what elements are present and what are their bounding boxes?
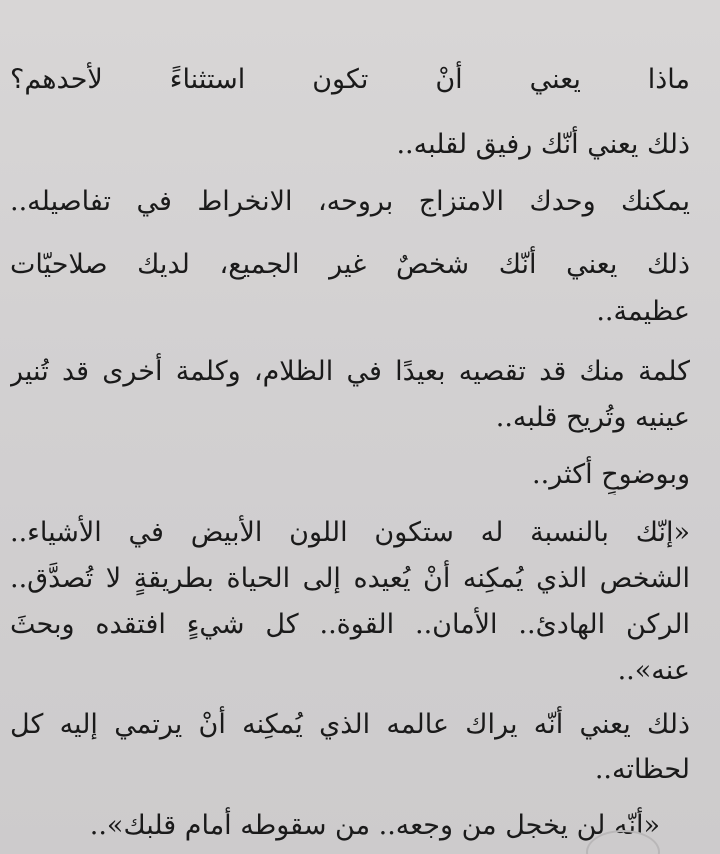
text-line: «إنّك بالنسبة له ستكون اللون الأبيض في الأشياء.. [10,517,690,548]
text-line: «أنّه لن يخجل من وجعه.. من سقوطه أمام قلبك».. [89,810,660,841]
text-line: يمكنك وحدك الامتزاج بروحه، الانخراط في تفاصيله.. [10,186,690,217]
text-line: عنه».. [617,655,690,686]
text-line: كلمة منك قد تقصيه بعيدًا في الظلام، وكلمة أخرى قد تُنير [10,356,690,387]
text-line: ذلك يعني أنّك شخصٌ غير الجميع، لديك صلاحيّات [10,249,690,280]
text-line: وبوضوحٍ أكثر.. [532,459,690,490]
text-line: ذلك يعني أنّك رفيق لقلبه.. [396,129,690,160]
text-line: عظيمة.. [596,296,690,327]
text-line: ذلك يعني أنّه يراك عالمه الذي يُمكِنه أنْ يرتمي إليه كل [10,709,690,740]
text-line: ماذا يعني أنْ تكون استثناءً لأحدهم؟ [10,64,690,95]
text-line: الركن الهادئ.. الأمان.. القوة.. كل شيءٍ افتقده وبحثَ [10,609,690,640]
text-line: الشخص الذي يُمكِنه أنْ يُعيده إلى الحياة بطريقةٍ لا تُصدَّق.. [10,563,690,594]
text-line: لحظاته.. [594,754,690,785]
text-line: عينيه وتُريح قلبه.. [495,402,690,433]
